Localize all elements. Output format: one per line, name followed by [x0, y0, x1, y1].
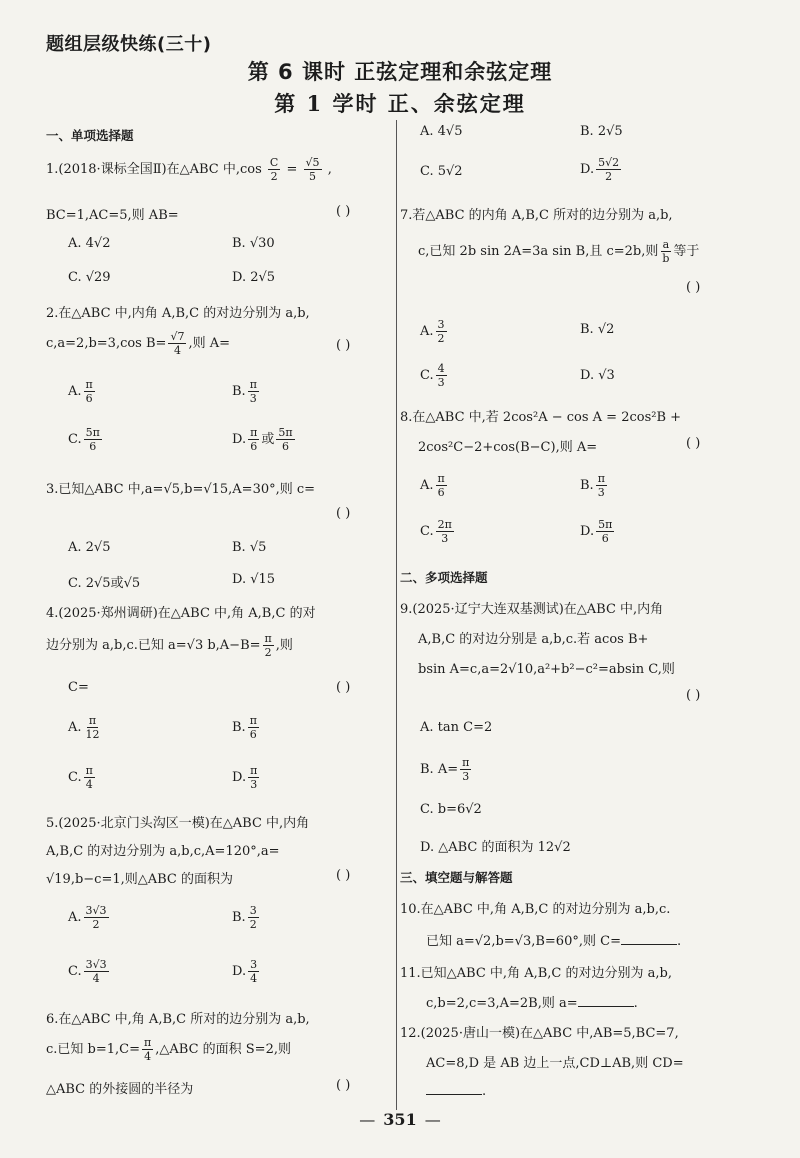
q1-option-b: B. √30 [232, 236, 275, 251]
column-divider [396, 120, 397, 1110]
q7-line1: 7.若△ABC 的内角 A,B,C 所对的边分别为 a,b, [400, 208, 673, 223]
section-fill-and-solve: 三、填空题与解答题 [400, 870, 513, 885]
q6-line3: △ABC 的外接圆的半径为 [46, 1082, 194, 1097]
q4-answer-paren: ( ) [336, 680, 351, 695]
q1-option-a: A. 4√2 [68, 236, 111, 251]
q9-line2: A,B,C 的对边分别是 a,b,c.若 acos B+ [418, 632, 649, 647]
q5-line3: √19,b−c=1,则△ABC 的面积为 [46, 872, 234, 887]
q8-option-a: A. $\frac{\pi}{6}$ [420, 472, 445, 499]
q12-answer-blank[interactable] [426, 1082, 482, 1095]
q12-line1: 12.(2025·唐山一模)在△ABC 中,AB=5,BC=7, [400, 1026, 679, 1041]
q12-line2: AC=8,D 是 AB 边上一点,CD⊥AB,则 CD= [426, 1056, 684, 1071]
q6-option-d: D. $\frac{5√2}{2}$ [580, 156, 620, 183]
q7-option-b: B. √2 [580, 322, 615, 337]
q1-frac-c-over-2: $\frac{C}{2}$ [269, 156, 279, 183]
q8-line2: 2cos²C−2+cos(B−C),则 A= [418, 440, 598, 455]
q3-option-d: D. √15 [232, 572, 276, 587]
section-multi-choice: 二、多项选择题 [400, 570, 488, 585]
q1-line1: 1.(2018·课标全国Ⅱ)在△ABC 中,cos $\frac{C}{2}$ = $\frac{√5}{5}$ , [46, 156, 332, 183]
q7-line2: c,已知 2b sin 2A=3a sin B,且 c=2b,则 $\frac{a}{b}$ 等于 [418, 238, 700, 265]
series-title: 题组层级快练(三十) [46, 34, 212, 55]
q8-option-c: C. $\frac{2\pi}{3}$ [420, 518, 452, 545]
q6-line1: 6.在△ABC 中,角 A,B,C 所对的边分别为 a,b, [46, 1012, 310, 1027]
q11-line2: c,b=2,c=3,A=2B,则 a= . [426, 996, 638, 1011]
lesson-title: 第 6 课时 正弦定理和余弦定理 [247, 60, 553, 84]
q6-frac-pi-over-4: $\frac{\pi}{4}$ [144, 1036, 152, 1063]
q5-option-b: B. $\frac{3}{2}$ [232, 904, 257, 931]
q9-answer-paren: ( ) [686, 688, 701, 703]
q8-option-b: B. $\frac{\pi}{3}$ [580, 472, 605, 499]
q4-line3: C= [68, 680, 89, 695]
q5-option-c: C. $\frac{3√3}{4}$ [68, 958, 107, 985]
page-number: — 351 — [359, 1110, 441, 1129]
q7-option-c: C. $\frac{4}{3}$ [420, 362, 445, 389]
q8-option-d: D. $\frac{5\pi}{6}$ [580, 518, 613, 545]
q1-line2: BC=1,AC=5,则 AB= [46, 208, 179, 223]
q4-frac-pi-over-2: $\frac{\pi}{2}$ [264, 632, 272, 659]
q11-line1: 11.已知△ABC 中,角 A,B,C 的对边分别为 a,b, [400, 966, 672, 981]
q2-line2: c,a=2,b=3,cos B= $\frac{√7}{4}$ ,则 A= [46, 330, 230, 357]
q5-line1: 5.(2025·北京门头沟区一模)在△ABC 中,内角 [46, 816, 310, 831]
q1-frac-sqrt5-over-5: $\frac{√5}{5}$ [305, 156, 320, 183]
q7-frac-a-over-b: $\frac{a}{b}$ [662, 238, 670, 265]
q12-line3: . [426, 1082, 486, 1099]
q11-answer-blank[interactable] [578, 994, 634, 1007]
q6-option-c: C. 5√2 [420, 164, 463, 179]
q4-option-a: A. $\frac{\pi}{12}$ [68, 714, 100, 741]
q9-option-a: A. tan C=2 [420, 720, 493, 735]
q6-answer-paren: ( ) [336, 1078, 351, 1093]
section-single-choice: 一、单项选择题 [46, 128, 134, 143]
q2-line1: 2.在△ABC 中,内角 A,B,C 的对边分别为 a,b, [46, 306, 310, 321]
q4-option-c: C. $\frac{\pi}{4}$ [68, 764, 93, 791]
q3-option-a: A. 2√5 [68, 540, 111, 555]
q9-line1: 9.(2025·辽宁大连双基测试)在△ABC 中,内角 [400, 602, 664, 617]
q3-option-b: B. √5 [232, 540, 267, 555]
q1-option-c: C. √29 [68, 270, 111, 285]
q3-line1: 3.已知△ABC 中,a=√5,b=√15,A=30°,则 c= [46, 482, 316, 497]
q8-line1: 8.在△ABC 中,若 2cos²A − cos A = 2cos²B + [400, 410, 682, 425]
q9-line3: bsin A=c,a=2√10,a²+b²−c²=absin C,则 [418, 662, 675, 677]
q2-option-c: C. $\frac{5\pi}{6}$ [68, 426, 100, 453]
q4-option-b: B. $\frac{\pi}{6}$ [232, 714, 257, 741]
q1-answer-paren: ( ) [336, 204, 351, 219]
q4-line2: 边分别为 a,b,c.已知 a=√3 b,A−B= $\frac{\pi}{2}$ ,则 [46, 632, 293, 659]
q5-line2: A,B,C 的对边分别为 a,b,c,A=120°,a= [46, 844, 280, 859]
q6-option-a: A. 4√5 [420, 124, 463, 139]
q1-option-d: D. 2√5 [232, 270, 276, 285]
q7-answer-paren: ( ) [686, 280, 701, 295]
q6-option-b: B. 2√5 [580, 124, 623, 139]
q5-option-a: A. $\frac{3√3}{2}$ [68, 904, 107, 931]
q8-answer-paren: ( ) [686, 436, 701, 451]
q6-line2: c.已知 b=1,C= $\frac{\pi}{4}$ ,△ABC 的面积 S=2,则 [46, 1036, 291, 1063]
q10-line1: 10.在△ABC 中,角 A,B,C 的对边分别为 a,b,c. [400, 902, 671, 917]
q3-answer-paren: ( ) [336, 506, 351, 521]
lesson-subtitle: 第 1 学时 正、余弦定理 [274, 91, 526, 116]
q5-answer-paren: ( ) [336, 868, 351, 883]
q9-option-b: B. A= $\frac{\pi}{3}$ [420, 756, 470, 783]
q2-answer-paren: ( ) [336, 338, 351, 353]
q2-option-d: D. $\frac{\pi}{6}$ 或 $\frac{5\pi}{6}$ [232, 426, 293, 453]
q4-line1: 4.(2025·郑州调研)在△ABC 中,角 A,B,C 的对 [46, 606, 316, 621]
q2-option-b: B. $\frac{\pi}{3}$ [232, 378, 257, 405]
q7-option-a: A. $\frac{3}{2}$ [420, 318, 445, 345]
q2-option-a: A. $\frac{\pi}{6}$ [68, 378, 93, 405]
q10-line2: 已知 a=√2,b=√3,B=60°,则 C= . [426, 934, 682, 949]
q3-option-c: C. 2√5或√5 [68, 576, 141, 591]
q10-answer-blank[interactable] [621, 932, 677, 945]
q9-option-c: C. b=6√2 [420, 802, 482, 817]
q9-option-d: D. △ABC 的面积为 12√2 [420, 840, 571, 855]
q2-frac-sqrt7-over-4: $\frac{√7}{4}$ [170, 330, 185, 357]
q7-option-d: D. √3 [580, 368, 615, 383]
q4-option-d: D. $\frac{\pi}{3}$ [232, 764, 258, 791]
q5-option-d: D. $\frac{3}{4}$ [232, 958, 258, 985]
